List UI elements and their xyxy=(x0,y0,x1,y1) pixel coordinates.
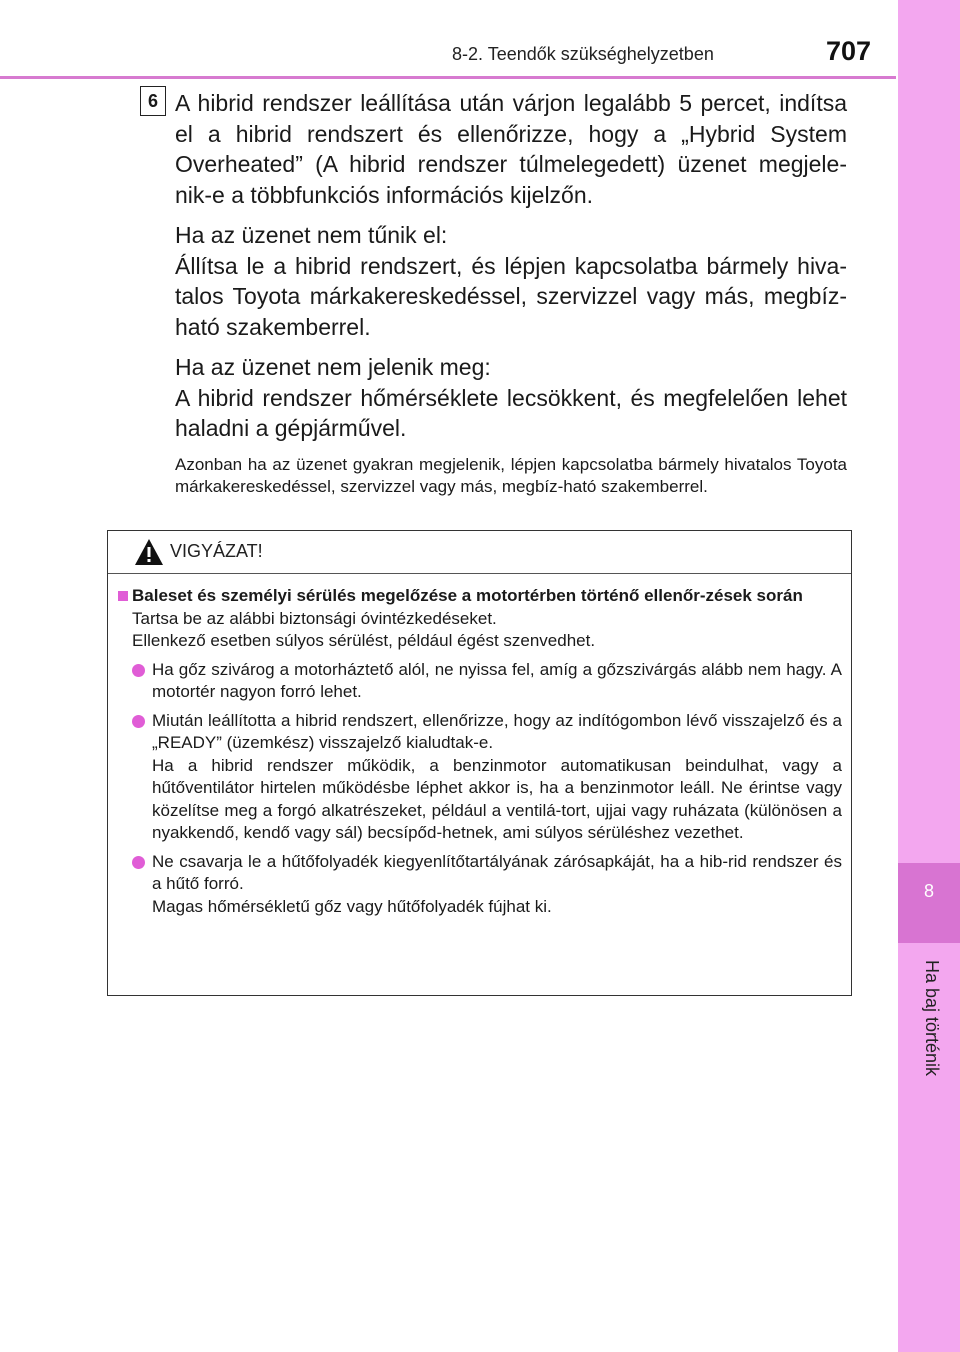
caution-bullet-text: Magas hőmérsékletű gőz vagy hűtőfolyadék fújhat ki. xyxy=(152,896,552,916)
step-content xyxy=(175,88,847,508)
caution-header xyxy=(108,531,851,574)
caution-bullet-text: Ha gőz szivárog a motorháztető alól, ne nyissa fel, amíg a gőzszivárgás alább nem hagy. A motortér nagyon forró lehet. xyxy=(152,659,842,701)
square-bullet-icon xyxy=(118,591,128,601)
caution-bullet-text: Ha a hibrid rendszer működik, a benzinmotor automatikusan beindulhat, vagy a hűtőventilátor hirtelen működésbe léphet akkor is, ha a benzinmotor leáll. Ne érintse vagy közelítse meg a forgó alkatrészeket, például a ventilá-tort, ujjai vagy ruházata (különösen a nyakkendő, kendő vagy sál) becsípőd-hetnek, ami súlyos sérüléshez vezethet. xyxy=(152,755,842,842)
circle-bullet-icon xyxy=(132,856,145,869)
step-number-badge: 6 xyxy=(140,86,166,116)
caution-bullet-text: Miután leállította a hibrid rendszert, ellenőrizze, hogy az indítógombon lévő visszajelző és a „READY” (üzemkész) visszajelző kialudtak-e. xyxy=(152,710,842,752)
step-paragraph: Ha az üzenet nem jelenik meg: xyxy=(175,354,491,380)
caution-bullet-text: Ne csavarja le a hűtőfolyadék kiegyenlítőtartályának zárósapkáját, ha a hib-rid rendszer és a hűtő forró. xyxy=(152,851,842,893)
caution-bullet xyxy=(118,659,842,704)
step-paragraph: Állítsa le a hibrid rendszert, és lépjen kapcsolatba bármely hiva-talos Toyota márkakereskedéssel, szervizzel vagy más, megbíz-ható szakemberrel. xyxy=(175,252,847,340)
chapter-side-tab xyxy=(898,0,960,1352)
page-number: 707 xyxy=(826,36,872,66)
header-section-title: 8-2. Teendők szükséghelyzetben xyxy=(452,44,714,64)
caution-heading xyxy=(118,585,842,608)
chapter-number: 8 xyxy=(898,863,960,943)
caution-body xyxy=(118,585,842,918)
caution-bullet xyxy=(118,851,842,919)
warning-triangle-icon xyxy=(134,538,164,566)
caution-intro-line: Ellenkező esetben súlyos sérülést, például égést szenvedhet. xyxy=(132,631,596,650)
chapter-title: Ha baj történik xyxy=(922,960,942,1077)
circle-bullet-icon xyxy=(132,715,145,728)
step-paragraph: A hibrid rendszer leállítása után várjon legalább 5 percet, indítsa el a hibrid rendszert és ellenőrizze, hogy a „Hybrid System Overheated” (A hibrid rendszer túlmelegedett) üzenet megjele-nik-e a többfunkciós információs kijelzőn. xyxy=(175,90,847,208)
step-note: Azonban ha az üzenet gyakran megjelenik, lépjen kapcsolatba bármely hivatalos Toyota márkakereskedéssel, szervizzel vagy más, megbíz-ható szakemberrel. xyxy=(175,454,847,496)
caution-heading-text: Baleset és személyi sérülés megelőzése a motortérben történő ellenőr-zések során xyxy=(132,586,803,605)
caution-intro-line: Tartsa be az alábbi biztonsági óvintézkedéseket. xyxy=(132,608,497,628)
step-paragraph: Ha az üzenet nem tűnik el: xyxy=(175,222,448,248)
caution-bullet xyxy=(118,710,842,845)
caution-title: VIGYÁZAT! xyxy=(170,541,263,561)
circle-bullet-icon xyxy=(132,664,145,677)
step-paragraph: A hibrid rendszer hőmérséklete lecsökkent, és megfelelően lehet haladni a gépjárművel. xyxy=(175,384,847,441)
header-rule xyxy=(0,76,896,79)
caution-box xyxy=(107,530,852,996)
